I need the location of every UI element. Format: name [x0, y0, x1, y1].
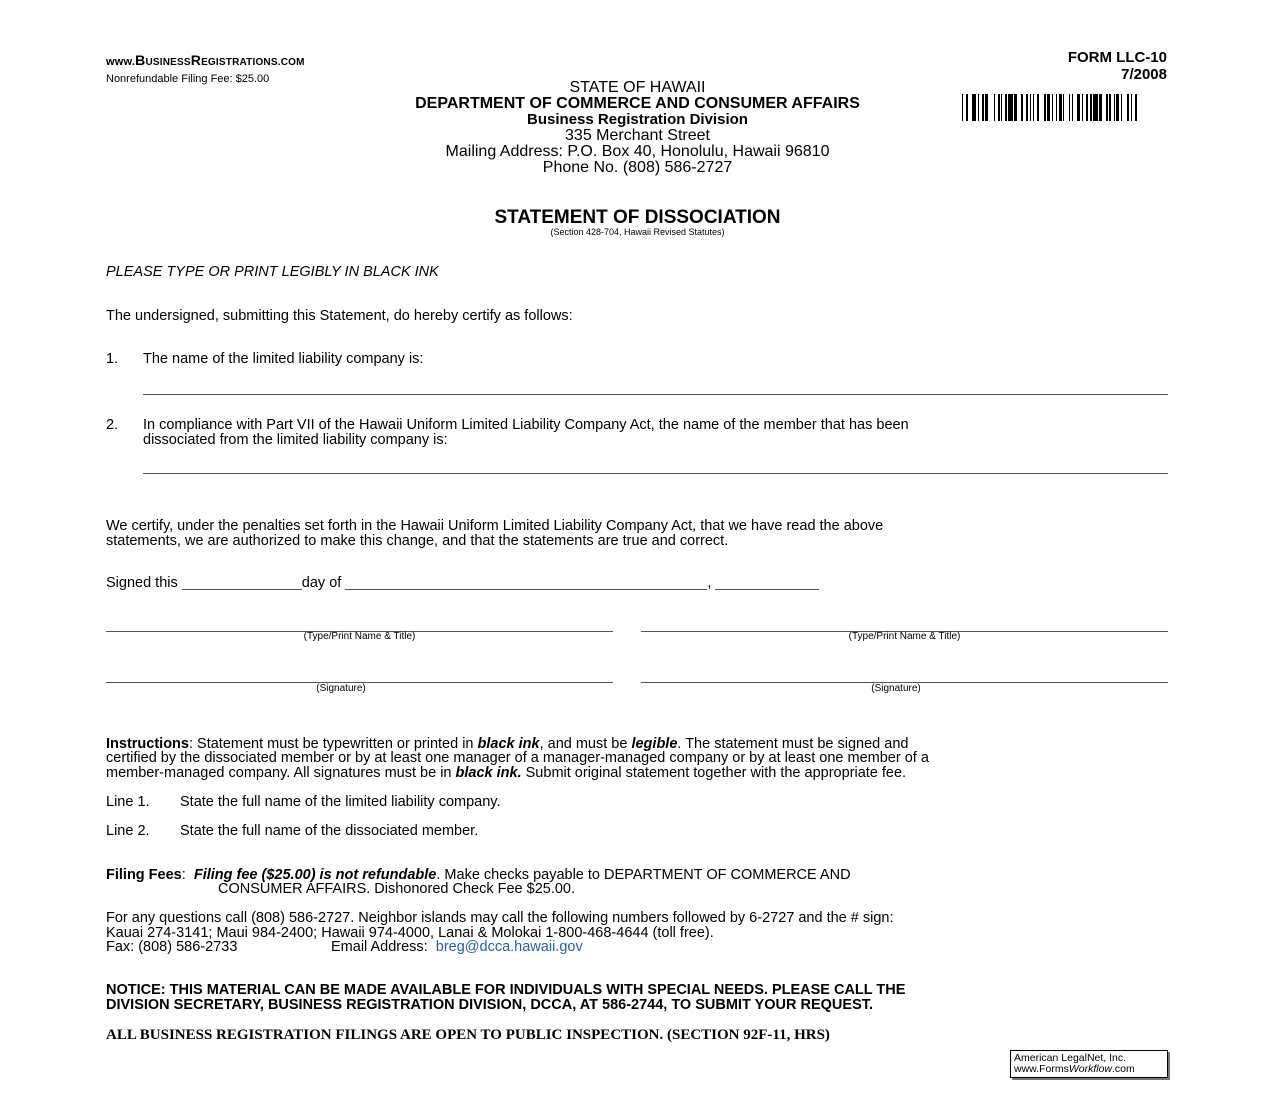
contact-line1: For any questions call (808) 586-2727. Neighbor islands may call the following numbers followed by 6-2727 and the # sign: [106, 910, 894, 926]
email-link[interactable]: breg@dcca.hawaii.gov [435, 939, 583, 955]
certification-line2: statements, we are authorized to make this change, and that the statements are true and correct. [106, 533, 729, 549]
filing-fees-label: Filing Fees [106, 867, 182, 883]
certify-intro: The undersigned, submitting this Statement, do hereby certify as follows: [106, 308, 573, 324]
site-word-egistrations: EGISTRATIONS.COM [201, 57, 305, 68]
llc-name-field[interactable] [143, 378, 1168, 395]
day-of-label: day of [301, 575, 342, 591]
instructions-text: , and must be [539, 736, 632, 752]
name-title-field-left[interactable] [106, 615, 613, 632]
line-2-text: State the full name of the dissociated member. [180, 823, 479, 839]
signature-caption-right: (Signature) [871, 683, 921, 694]
stamp-url-prefix: www.Forms [1014, 1063, 1069, 1075]
signed-year-field[interactable] [715, 577, 819, 590]
site-letter-b: B [135, 52, 146, 68]
american-legalnet-stamp [1010, 1050, 1168, 1078]
filing-fee-note: Nonrefundable Filing Fee: $25.00 [106, 73, 270, 85]
street-address: 335 Merchant Street [565, 127, 710, 144]
instructions-text: . The statement must be signed and [677, 736, 909, 752]
signed-month-field[interactable] [345, 577, 707, 590]
item-2-label-line1: In compliance with Part VII of the Hawaii Uniform Limited Liability Company Act, the name of the member that has been [143, 417, 909, 433]
email-label: Email Address: [331, 939, 428, 955]
instructions-text: Submit original statement together with the appropriate fee. [521, 765, 907, 781]
stamp-company: American LegalNet, Inc. [1014, 1052, 1127, 1064]
barcode-icon [962, 94, 1190, 121]
site-letter-r: R [190, 52, 202, 68]
colon: : [181, 867, 186, 883]
public-inspection-notice: ALL BUSINESS REGISTRATION FILINGS ARE OPEN TO PUBLIC INSPECTION. (SECTION 92F-11, HRS) [106, 1027, 830, 1043]
email-row [331, 940, 583, 955]
division-name: Business Registration Division [527, 111, 748, 128]
stamp-url [1014, 1064, 1164, 1075]
signed-date-line [106, 576, 819, 591]
nonrefundable-emphasis: Filing fee ($25.00) is not refundable [193, 867, 437, 883]
emphasis-black-ink: black ink [477, 736, 540, 752]
line-1-text: State the full name of the limited liability company. [180, 794, 501, 810]
instructions-line3 [106, 766, 906, 781]
instructions-line2: certified by the dissociated member or by at least one manager of a manager-managed company or by at least one member of a [106, 750, 929, 766]
dissociated-member-field[interactable] [143, 457, 1168, 474]
ink-notice: PLEASE TYPE OR PRINT LEGIBLY IN BLACK INK [106, 264, 439, 280]
signature-field-left[interactable] [106, 666, 613, 683]
stamp-url-suffix: .com [1112, 1063, 1135, 1075]
document-title: STATEMENT OF DISSOCIATION [494, 207, 781, 228]
item-2-label-line2: dissociated from the limited liability company is: [143, 432, 448, 448]
state-name: STATE OF HAWAII [569, 79, 706, 96]
filing-fees-line2: CONSUMER AFFAIRS. Dishonored Check Fee $25.00. [218, 881, 576, 897]
signature-caption-left: (Signature) [316, 683, 366, 694]
form-number-block [1068, 49, 1167, 83]
instructions-text: member-managed company. All signatures must be in [106, 765, 456, 781]
signed-this-label: Signed this [106, 575, 178, 591]
item-2-number: 2. [106, 417, 119, 433]
notice-line2: DIVISION SECRETARY, BUSINESS REGISTRATION DIVISION, DCCA, AT 586-2744, TO SUBMIT YOUR REQUEST. [106, 997, 874, 1013]
item-1-label: The name of the limited liability company is: [143, 351, 424, 367]
department-name: DEPARTMENT OF COMMERCE AND CONSUMER AFFAIRS [415, 95, 860, 112]
website-header [106, 52, 305, 68]
statute-reference: (Section 428-704, Hawaii Revised Statutes) [550, 227, 725, 237]
line-1-label: Line 1. [106, 794, 150, 810]
filing-fees-text: . Make checks payable to DEPARTMENT OF COMMERCE AND [436, 867, 851, 883]
stamp-url-italic: Workflow [1068, 1063, 1113, 1075]
emphasis-black-ink: black ink. [455, 765, 522, 781]
contact-line2: Kauai 274-3141; Maui 984-2400; Hawaii 974-4000, Lanai & Molokai 1-800-468-4644 (toll free). [106, 925, 714, 941]
site-prefix: www. [106, 56, 136, 68]
mailing-address: Mailing Address: P.O. Box 40, Honolulu, Hawaii 96810 [445, 143, 830, 160]
notice-line1: NOTICE: THIS MATERIAL CAN BE MADE AVAILABLE FOR INDIVIDUALS WITH SPECIAL NEEDS. PLEASE CALL THE [106, 982, 906, 998]
agency-header [300, 80, 975, 176]
site-word-usiness: USINESS [145, 57, 191, 68]
form-number: FORM LLC-10 [1067, 49, 1167, 66]
form-date: 7/2008 [1121, 66, 1167, 83]
emphasis-legible: legible [631, 736, 678, 752]
instructions-label: Instructions [106, 736, 189, 752]
signed-day-field[interactable] [182, 577, 302, 590]
item-1-number: 1. [106, 351, 119, 367]
phone-number: Phone No. (808) 586-2727 [542, 159, 733, 176]
name-title-field-right[interactable] [641, 615, 1168, 632]
instructions-text: : Statement must be typewritten or printed in [188, 736, 478, 752]
name-title-caption-right: (Type/Print Name & Title) [848, 631, 961, 642]
name-title-caption-left: (Type/Print Name & Title) [303, 631, 416, 642]
line-2-label: Line 2. [106, 823, 150, 839]
comma: , [707, 575, 712, 591]
certification-line1: We certify, under the penalties set forth in the Hawaii Uniform Limited Liability Company Act, that we have read the above [106, 518, 884, 534]
signature-field-right[interactable] [641, 666, 1168, 683]
fax-number: Fax: (808) 586-2733 [106, 939, 238, 955]
